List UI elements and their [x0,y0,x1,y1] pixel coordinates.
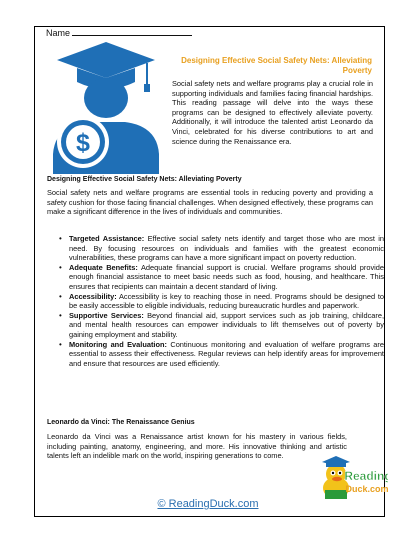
bullet-term: Accessibility: [69,291,117,301]
footer-link[interactable]: © ReadingDuck.com [157,498,259,510]
list-item [69,292,384,311]
section2-heading: Leonardo da Vinci: The Renaissance Genius [47,419,195,426]
page-title: Designing Effective Social Safety Nets: Alleviating Poverty [181,56,372,75]
bullet-text: Accessibility is key to reaching those in need. Programs should be designed to be easily accessible to eligible individuals, reducing bureaucratic hurdles and paperwork. [69,291,384,311]
name-field [46,27,192,38]
section1-heading: Designing Effective Social Safety Nets: Alleviating Poverty [47,176,242,183]
bullet-term: Supportive Services: [69,310,144,320]
intro-paragraph: Social safety nets and welfare programs play a crucial role in supporting individuals and families facing financial hardships. This reading passage will delve into the ways these programs can be designed to effectively alleviate poverty. Additionally, it will introduce the talented artist Leonardo da Vinci, celebrated for his diverse contributions to art and science during the Renaissance era. [172,79,373,146]
svg-text:$: $ [76,129,90,157]
bullet-term: Targeted Assistance: [69,234,145,243]
bullet-term: Adequate Benefits: [69,262,138,272]
list-item [69,234,384,263]
logo-text-line2: Duck.com [345,484,388,494]
graduate-money-icon [47,38,165,174]
logo-text-line1: Reading [344,469,388,483]
name-label: Name [46,28,71,38]
section2-paragraph: Leonardo da Vinci was a Renaissance artist known for his mastery in various fields, including painting, anatomy, engineering, and more. His innovative thinking and artistic talents left an indelible mark on the world, inspiring generations to come. [47,432,347,461]
name-blank-line[interactable] [72,27,192,36]
bullet-list [57,234,384,368]
list-item [69,263,384,292]
footer [0,498,416,510]
list-item [69,311,384,340]
bullet-text: Adequate financial support is crucial. Welfare programs should provide enough financial assistance to meet basic needs such as food, housing, and healthcare. This ensures that recipients can maintain a decent standard of living. [69,262,384,291]
section1-paragraph: Social safety nets and welfare programs are essential tools in reducing poverty and providing a safety cushion for those facing financial challenges. When designed effectively, these programs can make a significant difference in the lives of individuals and communities. [47,188,373,217]
reading-duck-logo [322,452,388,502]
bullet-text: Beyond financial aid, support services such as job training, childcare, and mental health resources can empower individuals to lift themselves out of poverty by gaining employment and stability. [69,310,385,339]
bullet-term: Monitoring and Evaluation: [69,339,167,349]
bullet-text: Continuous monitoring and evaluation of welfare programs are essential to assess their effectiveness. Regular reviews can help identify areas for improvement and ensure that resources are used efficiently. [69,339,384,368]
list-item [69,340,384,369]
bullet-text: Effective social safety nets identify and target those who are most in need. By focusing resources on individuals and families with the greatest economic vulnerabilities, these programs can have a more significant impact on poverty reduction. [69,234,384,263]
